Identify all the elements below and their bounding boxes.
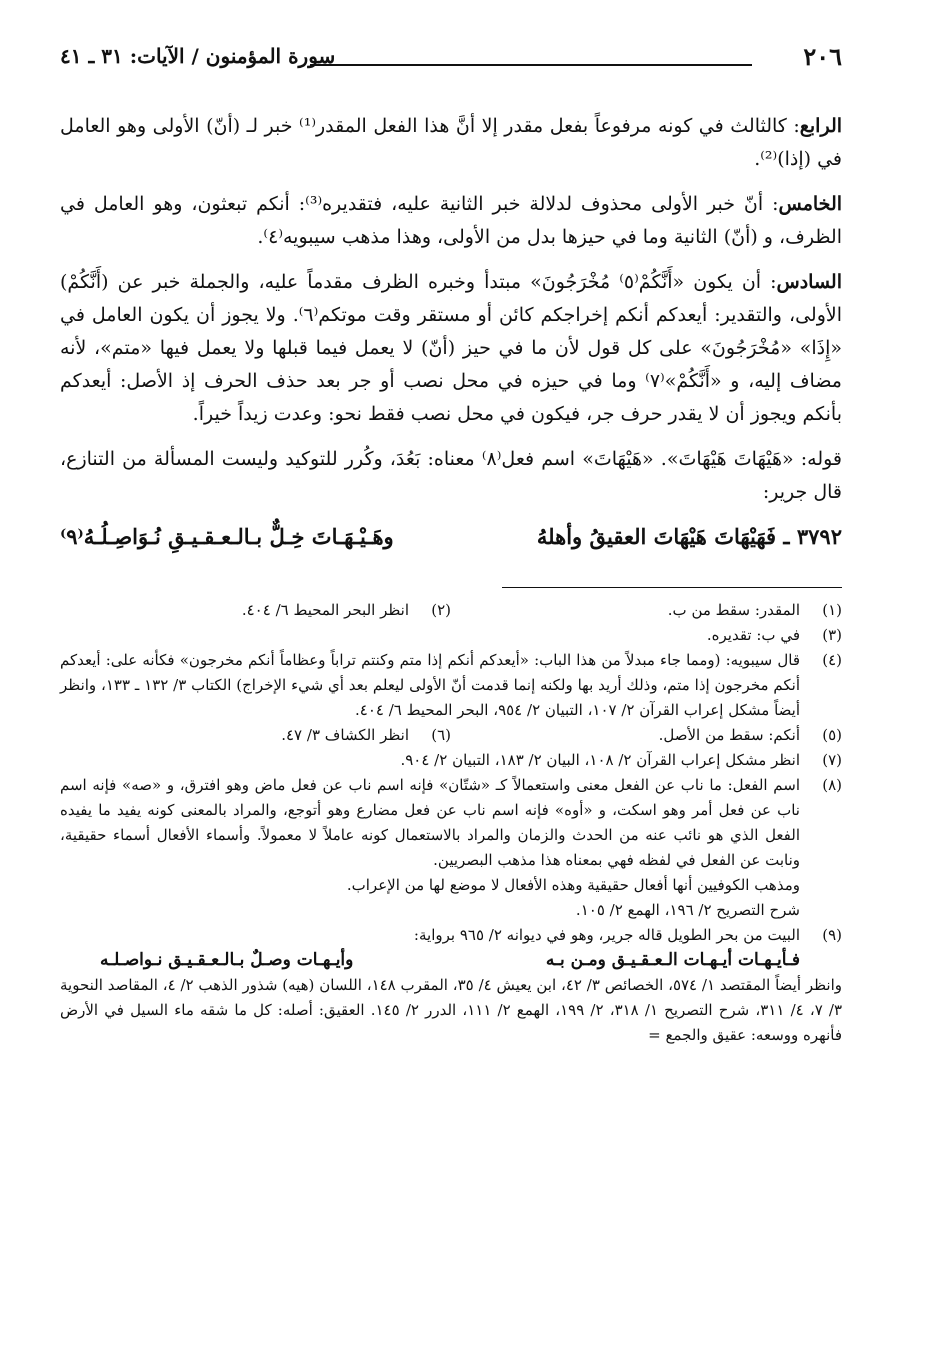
footnote-number: (٥) <box>822 726 842 744</box>
footnote-pair <box>60 598 842 623</box>
footnote-text: انظر البحر المحيط ٦/ ٤٠٤. <box>241 601 409 619</box>
footnote-text: البيت من بحر الطويل قاله جرير، وهو في ديوانه ٢/ ٩٦٥ برواية: <box>413 926 800 944</box>
footnote-number: (٦) <box>431 726 451 744</box>
footnote-8-continuation: ومذهب الكوفيين أنها أفعال حقيقية وهذه الأفعال لا موضع لها من الإعراب. <box>346 876 800 894</box>
footnote-number: (١) <box>822 601 842 619</box>
paragraph-haihat <box>60 443 842 509</box>
footnote-text: أنكم: سقط من الأصل. <box>658 726 800 744</box>
footnote-text: اسم الفعل: ما ناب عن الفعل معنى واستعمالاً كـ «شتّان» فإنه اسم ناب عن فعل ماض وهو افترق، و «صه» فإنه اسم ناب عن فعل أمر وهو اسكت، و «أوه» فإنه اسم ناب عن فعل مضارع وهو أتوجع، والمراد بالمعنى كونه يفيد ما يفيده الفعل الذي هو نائب عنه من الحدث والزمان والمراد بالاستعمال كونه عاملاً لا معمولاً. وأسماء الأفعال أسماء حقيقية، ونابت عن الفعل في لفظه فهي بمعناه هذا مذهب البصريين. <box>60 776 800 869</box>
footnote-5 <box>451 723 842 748</box>
paragraph-term: السادس <box>776 271 842 293</box>
footnote-8-references: شرح التصريح ٢/ ١٩٦، الهمع ٢/ ١٠٥. <box>575 901 800 919</box>
footnote-text: قال سيبويه: (ومما جاء مبدلاً من هذا الباب: «أيعدكم أنكم إذا متم وكنتم تراباً وعظاماً أنكم مخرجون» فكأنه على: أيعدكم أنكم مخرجون إذا متم، وذلك أريد بها ولكنه إنما قدمت أنّ الأولى ليعلم بعد أي شيء الإخراج) الكتاب ٣/ ١٣٢ ـ ١٣٣، وانظر أيضاً مشكل إعراب القرآن ٢/ ١٠٧، التبيان ٢/ ٩٥٤، البحر المحيط ٦/ ٤٠٤. <box>60 651 801 719</box>
paragraph-fifth <box>60 188 842 254</box>
footnotes <box>60 598 842 1048</box>
footnote-9-references: وانظر أيضاً المقتصد ١/ ٥٧٤، الخصائص ٣/ ٤٢، ابن يعيش ٤/ ٣٥، المقرب ١٤٨، اللسان (هيه) شذور الذهب ٢/ ٤، المقاصد النحوية ٣/ ٧، ٤/ ٣١١، شرح التصريح ١/ ٣١٨، ٢/ ١٩٩، الهمع ٢/ ١١١، الدرر ٢/ ١٤٥. العقيق: أصله: كل ما شقه ماء السيل في الأرض فأنهره ووسعه: عقيق والجمع = <box>60 976 843 1044</box>
paragraph-text: : أنّ خبر الأولى محذوف لدلالة خبر الثانية عليه، فتقديره⁽³⁾: أنكم تبعثون، وهو العامل في الظرف، و (أنّ) الثانية وما في حيزها بدل من الأولى، وهذا مذهب سيبويه⁽٤⁾. <box>60 193 842 248</box>
paragraph-text: قوله: «هَيْهَاتَ هَيْهَاتَ». «هَيْهَاتَ» اسم فعل⁽٨⁾ معناه: بَعُدَ، وكُرر للتوكيد وليست المسألة من التنازع، قال جرير: <box>60 448 843 503</box>
footnote-text: في ب: تقديره. <box>706 626 800 644</box>
verse-second-hemistich: وهَـيْـهَـاتَ خِـلٌّ بـالـعـقـيـقِ نُـوَاصِـلُـهُ⁽٩⁾ <box>60 524 394 549</box>
footnote-number: (٩) <box>822 926 842 944</box>
footnote-text: المقدر: سقط من ب. <box>667 601 800 619</box>
main-text <box>60 110 842 553</box>
page-number: ٢٠٦ <box>803 42 842 71</box>
page-title: سورة المؤمنون / الآيات: ٣١ ـ ٤١ <box>60 44 336 68</box>
footnote-separator <box>502 587 842 588</box>
paragraph-sixth <box>60 266 842 431</box>
footnote-9 <box>60 923 842 948</box>
footnote-1 <box>451 598 842 623</box>
book-page <box>60 38 842 1338</box>
footnote-text: انظر الكشاف ٣/ ٤٧. <box>281 726 409 744</box>
footnote-number: (٨) <box>822 776 842 794</box>
verse-second-hemistich: وأيـهـات وصـلٌ بـالـعـقـيـق نـواصـلـه <box>100 950 354 970</box>
footnote-pair <box>60 723 842 748</box>
footnote-number: (٧) <box>822 751 842 769</box>
footnote-8 <box>60 773 842 873</box>
footnote-4 <box>60 648 842 723</box>
header-rule <box>310 64 752 66</box>
paragraph-term: الرابع <box>799 115 843 137</box>
verse-first-hemistich: فـأيـهـات أيـهـات الـعـقـيـق ومـن بـه <box>545 950 800 970</box>
poetry-verse <box>60 521 842 553</box>
page-header <box>60 38 842 78</box>
verse-first-hemistich: ٣٧٩٢ ـ فَهَيْهَاتَ هَيْهَاتَ العقيقُ وأهلهُ <box>536 524 842 549</box>
footnote-6 <box>60 723 451 748</box>
footnote-7 <box>60 748 842 773</box>
paragraph-text: : كالثالث في كونه مرفوعاً بفعل مقدر إلا أنَّ هذا الفعل المقدر⁽¹⁾ خبر لـ (أنّ) الأولى وهو العامل في (إذا)⁽²⁾. <box>60 115 842 170</box>
footnote-number: (٣) <box>822 626 842 644</box>
footnote-number: (٤) <box>822 651 842 669</box>
footnote-2 <box>60 598 451 623</box>
footnote-text: انظر مشكل إعراب القرآن ٢/ ١٠٨، البيان ٢/ ١٨٣، التبيان ٢/ ٩٠٤. <box>400 751 800 769</box>
paragraph-term: الخامس <box>778 193 843 215</box>
paragraph-text: : أن يكون «أَنَّكُمْ⁽٥⁾ مُخْرَجُونَ» مبتدأ وخبره الظرف مقدماً عليه، والجملة خبر عن (أَنَّكُمْ) الأولى، والتقدير: أيعدكم أنكم إخراجكم كائن أو مستقر وقت موتكم⁽٦⁾. ولا يجوز أن يكون العامل في «إِذَا» «مُخْرَجُونَ» على كل قول لأن ما في حيز (أنّ) لا يعمل فيما قبلها ولا يعمل فيها «متم»، لأنه مضاف إليه، و «أَنَّكُمْ»⁽٧⁾ وما في حيزه في محل نصب أو جر بعد حذف الحرف إذ الأصل: أيعدكم بأنكم ويجوز أن لا يقدر حرف جر، فيكون في محل نصب فقط نحو: وعدت زيداً خيراً. <box>60 271 842 425</box>
footnote-verse <box>60 948 842 973</box>
footnote-3 <box>60 623 842 648</box>
footnote-number: (٢) <box>431 601 451 619</box>
paragraph-fourth <box>60 110 842 176</box>
